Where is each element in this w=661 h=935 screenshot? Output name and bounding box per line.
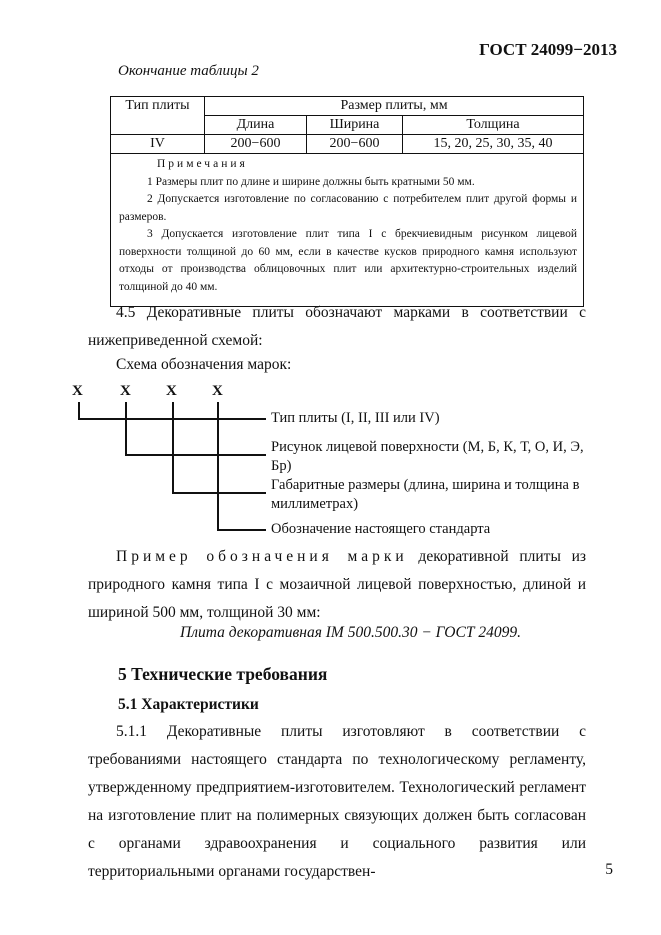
scheme-label-dimensions: Габаритные размеры (длина, ширина и толщина в миллиметрах) — [271, 477, 580, 512]
notes-title: Примечания — [157, 158, 248, 170]
scheme-x-4: X — [212, 383, 223, 399]
paragraph-5-1-1: 5.1.1 Декоративные плиты изготовляют в соответствии с требованиями настоящего стандарта по технологическому регламенту, утвержденному предприятием-изготовителем. Технологический регламент на изготовление плит на полимерных связующих должен быть согласован с органами здравоохранения и социального развития или территориальными органами государствен- — [88, 723, 586, 880]
sizes-table — [110, 96, 584, 307]
scheme-label-standard: Обозначение настоящего стандарта — [271, 521, 491, 537]
paragraph-4-5: 4.5 Декоративные плиты обозначают марками в соответствии с нижеприведенной схемой: — [88, 304, 586, 349]
example-text: декоративной плиты из природного камня типа I с мозаичной лицевой поверхностью, длиной и шириной 500 мм, толщиной 30 мм: — [88, 548, 586, 621]
scheme-hline-3 — [172, 492, 266, 494]
standard-code: ГОСТ 24099−2013 — [479, 40, 617, 59]
scheme-x-1: X — [72, 383, 83, 399]
cell-length: 200−600 — [205, 135, 307, 154]
scheme-x-2: X — [120, 383, 131, 399]
table-notes — [111, 154, 584, 307]
header-thickness: Толщина — [403, 116, 584, 135]
table-continuation-caption: Окончание таблицы 2 — [118, 63, 259, 79]
scheme-label-type: Тип плиты (I, II, III или IV) — [271, 410, 440, 426]
section-5-heading: 5 Технические требования — [118, 664, 328, 684]
scheme-x-3: X — [166, 383, 177, 399]
example-heading: Пример обозначения марки — [116, 548, 408, 565]
cell-type: IV — [111, 135, 205, 154]
scheme-hline-2 — [125, 454, 266, 456]
example-paragraph — [88, 543, 586, 627]
scheme-vline-3 — [172, 402, 174, 494]
header-size: Размер плиты, мм — [205, 97, 584, 116]
scheme-vline-4 — [217, 402, 219, 531]
note-2: 2 Допускается изготовление по согласованию с потребителем плит другой формы и размеров. — [119, 193, 577, 223]
note-1: 1 Размеры плит по длине и ширине должны быть кратными 50 мм. — [147, 175, 475, 188]
scheme-title: Схема обозначения марок: — [116, 356, 292, 373]
table-row — [111, 135, 584, 154]
example-designation: Плита декоративная IM 500.500.30 − ГОСТ 24099. — [180, 624, 521, 641]
cell-width: 200−600 — [307, 135, 403, 154]
scheme-vline-2 — [125, 402, 127, 456]
scheme-label-pattern: Рисунок лицевой поверхности (М, Б, К, Т, О, И, Э, Бр) — [271, 439, 584, 474]
cell-thickness: 15, 20, 25, 30, 35, 40 — [403, 135, 584, 154]
header-length: Длина — [205, 116, 307, 135]
scheme-hline-4 — [217, 529, 266, 531]
note-3: 3 Допускается изготовление плит типа I с брекчиевидным рисунком лицевой поверхности толщиной до 60 мм, если в качестве кусков природного камня используют отходы от производства облицовочных плит или архитектурно-строительных изделий толщиной до 40 мм. — [119, 228, 577, 293]
page-number: 5 — [605, 861, 613, 878]
header-type: Тип плиты — [111, 97, 205, 135]
header-width: Ширина — [307, 116, 403, 135]
section-5-1-heading: 5.1 Характеристики — [118, 696, 259, 713]
